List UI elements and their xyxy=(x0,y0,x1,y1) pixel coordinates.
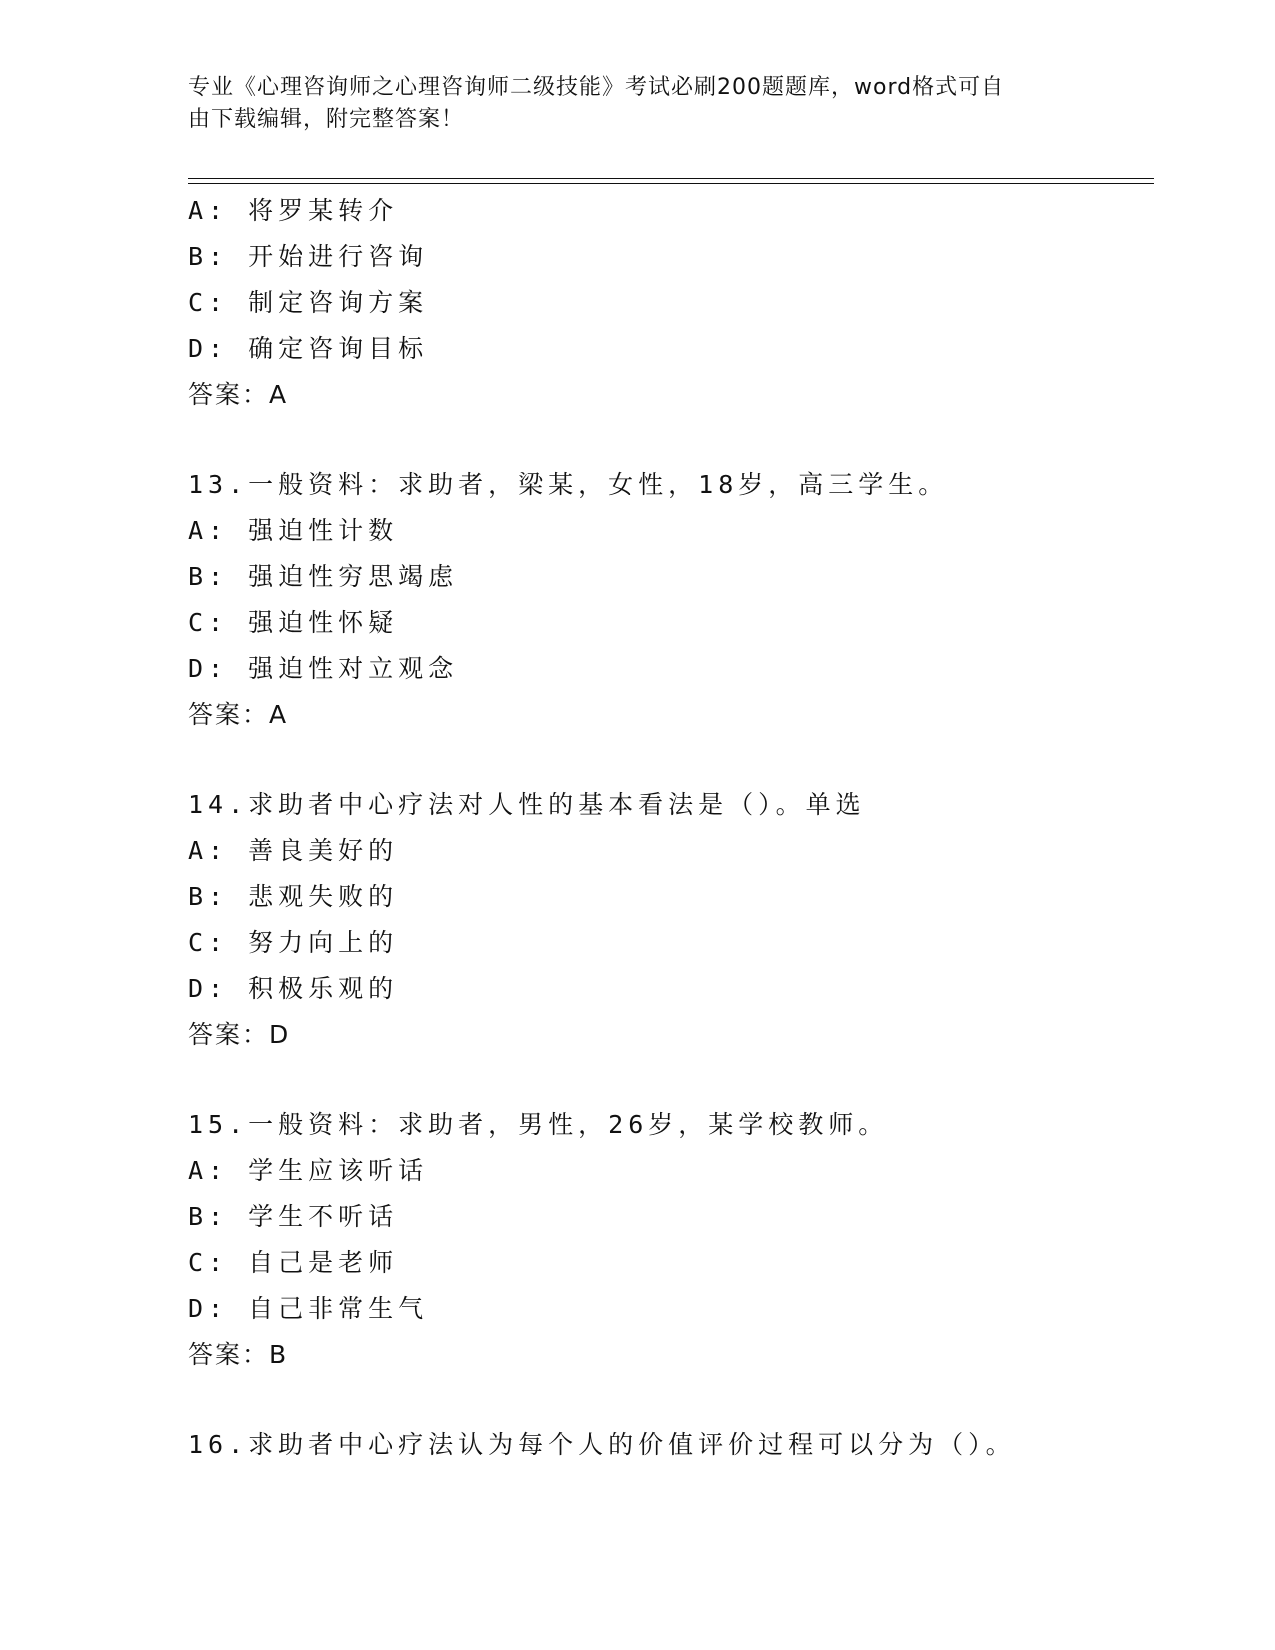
option-d: D: 自己非常生气 xyxy=(188,1294,429,1323)
question-16 xyxy=(188,1422,1154,1468)
option-c: C: 努力向上的 xyxy=(188,928,399,957)
question-text: 13.一般资料：求助者，梁某，女性，18岁，高三学生。 xyxy=(188,470,949,499)
option-b: B: 强迫性穷思竭虑 xyxy=(188,562,459,591)
option-a: A: 强迫性计数 xyxy=(188,516,399,545)
question-12-continued xyxy=(188,188,1154,418)
answer-line: 答案：D xyxy=(188,1020,291,1049)
answer-line: 答案：A xyxy=(188,700,289,729)
question-text: 15.一般资料：求助者，男性，26岁，某学校教师。 xyxy=(188,1110,889,1139)
header-divider-bottom xyxy=(188,183,1154,184)
header-line-1: 专业《心理咨询师之心理咨询师二级技能》考试必刷200题题库，word格式可自 xyxy=(188,75,1005,100)
answer-line: 答案：A xyxy=(188,380,289,409)
option-b: B: 开始进行咨询 xyxy=(188,242,429,271)
option-c: C: 强迫性怀疑 xyxy=(188,608,399,637)
option-d: D: 强迫性对立观念 xyxy=(188,654,459,683)
option-b: B: 悲观失败的 xyxy=(188,882,399,911)
option-a: A: 将罗某转介 xyxy=(188,196,399,225)
option-a: A: 学生应该听话 xyxy=(188,1156,429,1185)
option-d: D: 确定咨询目标 xyxy=(188,334,429,363)
answer-line: 答案：B xyxy=(188,1340,289,1369)
question-text: 16.求助者中心疗法认为每个人的价值评价过程可以分为（）。 xyxy=(188,1430,1016,1459)
header-line-2: 由下载编辑，附完整答案！ xyxy=(188,107,465,132)
option-b: B: 学生不听话 xyxy=(188,1202,399,1231)
option-c: C: 制定咨询方案 xyxy=(188,288,429,317)
question-15 xyxy=(188,1102,1154,1378)
document-body xyxy=(188,188,1154,1468)
option-d: D: 积极乐观的 xyxy=(188,974,399,1003)
document-header xyxy=(188,72,1068,136)
option-a: A: 善良美好的 xyxy=(188,836,399,865)
header-divider-top xyxy=(188,178,1154,179)
option-c: C: 自己是老师 xyxy=(188,1248,399,1277)
question-13 xyxy=(188,462,1154,738)
question-14 xyxy=(188,782,1154,1058)
question-text: 14.求助者中心疗法对人性的基本看法是（）。单选 xyxy=(188,790,866,819)
